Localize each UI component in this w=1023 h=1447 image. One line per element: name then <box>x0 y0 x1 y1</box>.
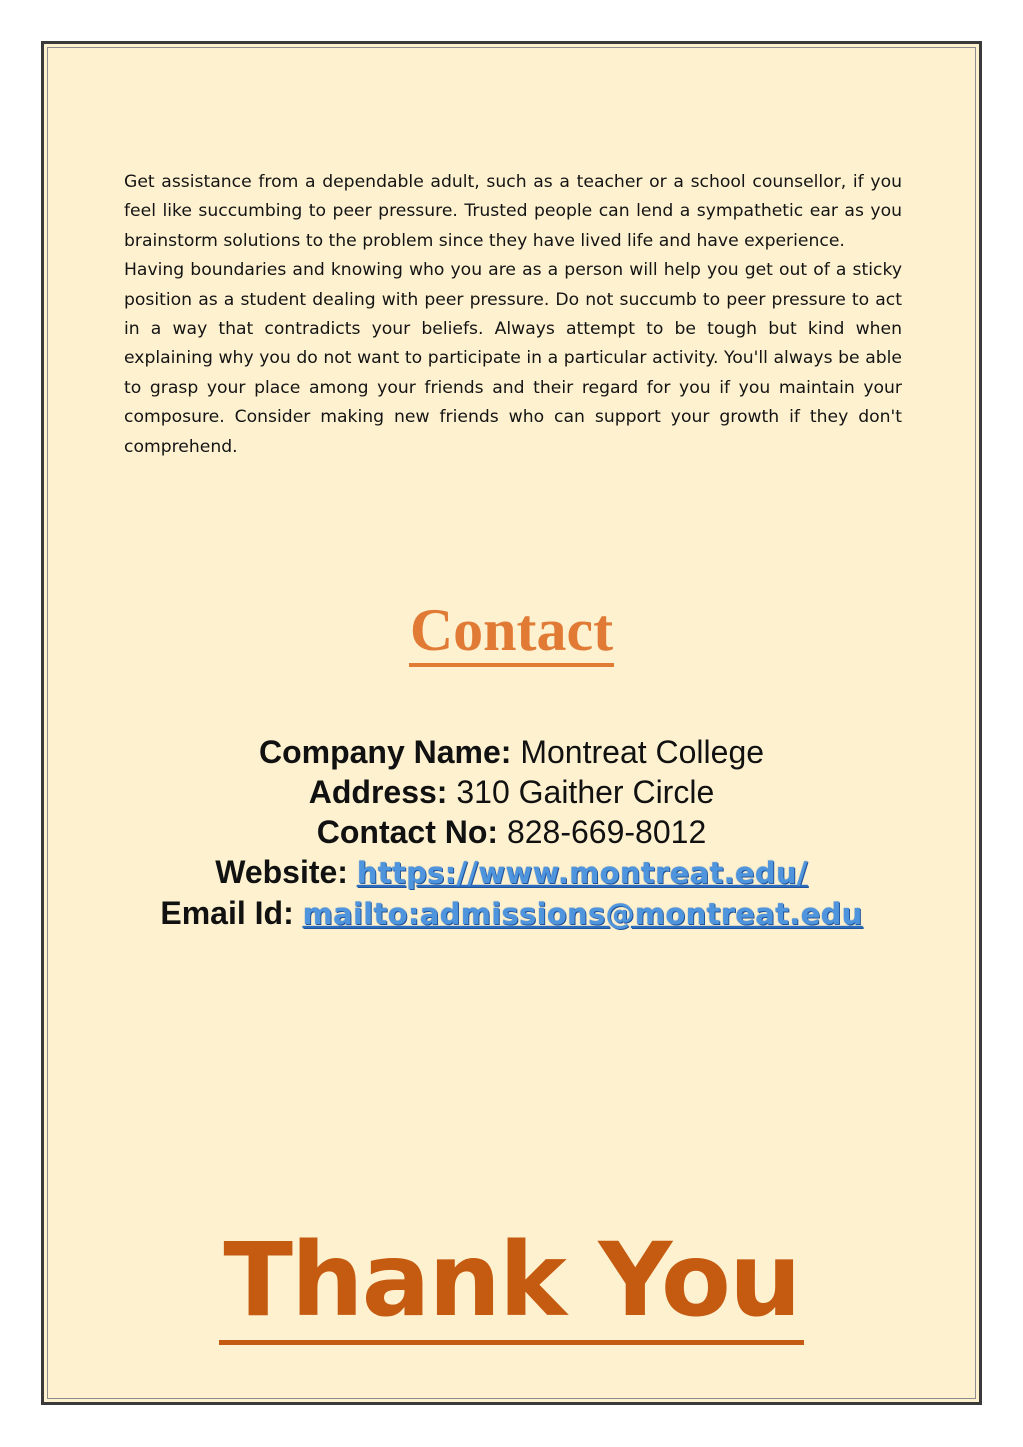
thank-you-text: Thank You <box>219 1221 803 1345</box>
website-label: Website: <box>215 854 348 890</box>
contact-heading-text: Contact <box>409 597 614 667</box>
paragraph-peer-pressure-help: Get assistance from a dependable adult, such as a teacher or a school counsellor, if you feel like succumbing to peer pressure. Trusted people can lend a sympathetic ear as you brainstorm solutions to the problem since they have lived life and have experience. <box>124 172 902 251</box>
contact-details <box>44 732 979 934</box>
phone-label: Contact No: <box>316 814 499 850</box>
body-text <box>124 168 902 462</box>
page-frame <box>41 41 982 1405</box>
website-line <box>44 852 979 893</box>
thank-you-heading <box>44 1219 979 1343</box>
company-label: Company Name: <box>258 734 512 770</box>
phone-value: 828-669-8012 <box>506 814 707 850</box>
address-value: 310 Gaither Circle <box>456 774 715 810</box>
contact-heading <box>44 592 979 668</box>
company-line <box>44 732 979 772</box>
company-value: Montreat College <box>520 734 765 770</box>
email-line <box>44 893 979 934</box>
phone-line <box>44 812 979 852</box>
paragraph-boundaries: Having boundaries and knowing who you are as a person will help you get out of a sticky position as a student dealing with peer pressure. Do not succumb to peer pressure to act in a way that contradicts your beliefs. Always attempt to be tough but kind when explaining why you do not want to participate in a particular activity. You'll always be able to grasp your place among your friends and their regard for you if you maintain your composure. Consider making new friends who can support your growth if they don't comprehend. <box>124 260 902 457</box>
address-label: Address: <box>308 774 448 810</box>
address-line <box>44 772 979 812</box>
email-label: Email Id: <box>160 895 294 931</box>
email-link[interactable]: mailto:admissions@montreat.edu <box>302 897 863 931</box>
website-link[interactable]: https://www.montreat.edu/ <box>356 856 808 890</box>
